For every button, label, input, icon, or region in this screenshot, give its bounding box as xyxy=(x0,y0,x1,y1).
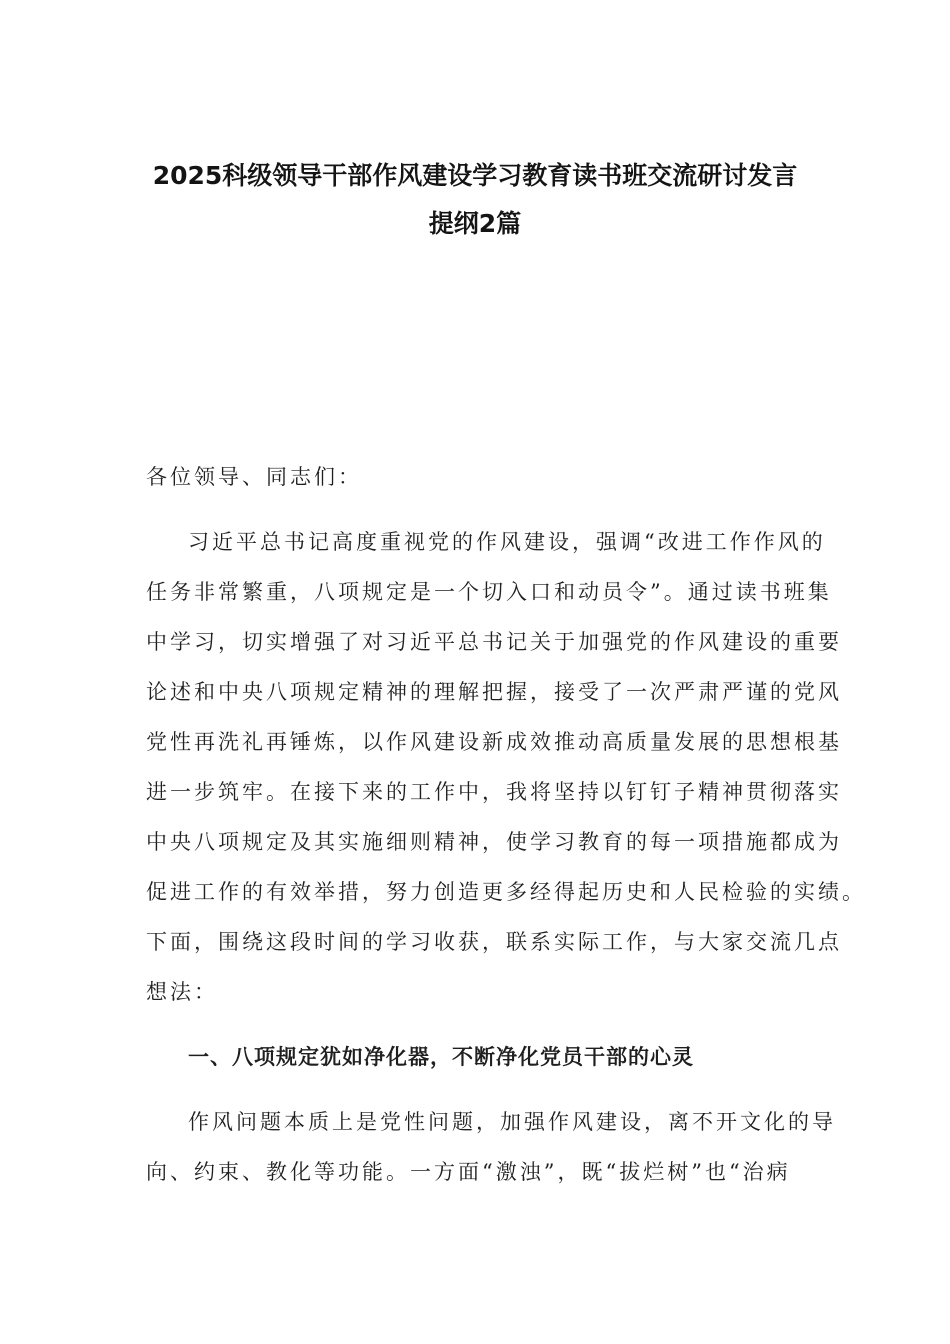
intro-paragraph xyxy=(146,517,866,1017)
intro-line: 想法： xyxy=(146,980,218,1004)
intro-line: 任务非常繁重，八项规定是一个切入口和动员令”。通过读书班集 xyxy=(146,580,832,604)
intro-line: 促进工作的有效举措，努力创造更多经得起历史和人民检验的实绩。 xyxy=(146,880,866,904)
section-1-line: 向、约束、教化等功能。一方面“激浊”，既“拔烂树”也“治病 xyxy=(146,1160,791,1184)
title-line-1: 2025科级领导干部作风建设学习教育读书班交流研讨发言 xyxy=(152,161,798,190)
document-body xyxy=(146,452,866,1197)
title-line-2: 提纲2篇 xyxy=(428,209,522,238)
intro-line: 中学习，切实增强了对习近平总书记关于加强党的作风建设的重要 xyxy=(146,630,842,654)
document-title xyxy=(120,152,830,248)
section-heading-1: 一、八项规定犹如净化器，不断净化党员干部的心灵 xyxy=(188,1045,694,1069)
intro-line: 论述和中央八项规定精神的理解把握，接受了一次严肃严谨的党风 xyxy=(146,680,842,704)
intro-line: 党性再洗礼再锤炼，以作风建设新成效推动高质量发展的思想根基 xyxy=(146,730,842,754)
intro-line: 中央八项规定及其实施细则精神，使学习教育的每一项措施都成为 xyxy=(146,830,842,854)
intro-line: 下面，围绕这段时间的学习收获，联系实际工作，与大家交流几点 xyxy=(146,930,842,954)
salutation: 各位领导、同志们： xyxy=(146,465,362,489)
intro-line: 进一步筑牢。在接下来的工作中，我将坚持以钉钉子精神贯彻落实 xyxy=(146,780,842,804)
section-1-line: 作风问题本质上是党性问题，加强作风建设，离不开文化的导 xyxy=(188,1110,836,1134)
section-1-paragraph xyxy=(146,1097,836,1197)
intro-line: 习近平总书记高度重视党的作风建设，强调“改进工作作风的 xyxy=(188,530,826,554)
